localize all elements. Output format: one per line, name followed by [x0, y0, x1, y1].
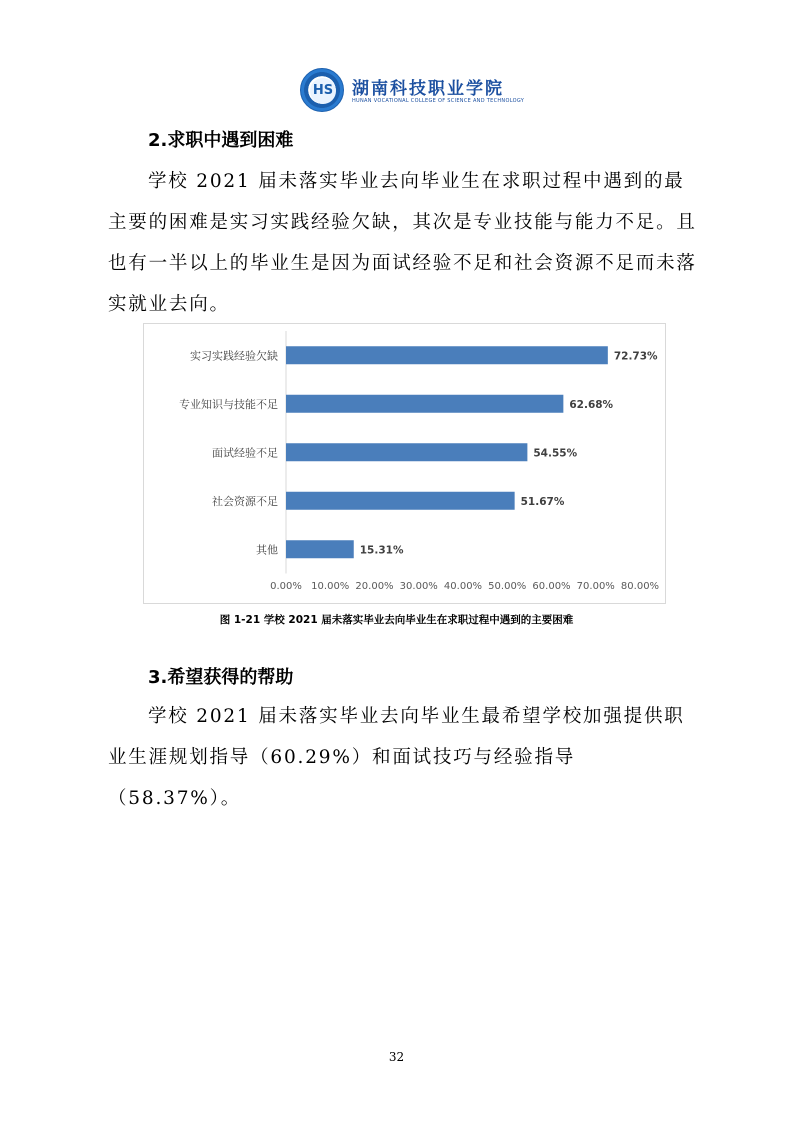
figure-caption: 图 1-21 学校 2021 届未落实毕业去向毕业生在求职过程中遇到的主要困难	[219, 614, 574, 626]
section-heading-help: 3.希望获得的帮助	[148, 667, 294, 688]
category-label: 面试经验不足	[212, 446, 278, 460]
category-label: 专业知识与技能不足	[179, 397, 278, 411]
x-tick-label: 0.00%	[270, 581, 302, 592]
data-label: 62.68%	[569, 398, 614, 411]
section-paragraph-difficulties: 学校 2021 届未落实毕业去向毕业生在求职过程中遇到的最主要的困难是实习实践经验欠缺，其次是专业技能与能力不足。且也有一半以上的毕业生是因为面试经验不足和社会资源不足而未落实就业去向。	[108, 171, 697, 315]
x-tick-label: 10.00%	[311, 581, 350, 592]
bar	[286, 540, 354, 558]
section-paragraph-help: 学校 2021 届未落实毕业去向毕业生最希望学校加强提供职业生涯规划指导（60.29%）和面试技巧与经验指导（58.37%）。	[108, 706, 685, 809]
bar	[286, 492, 515, 510]
school-name-en: HUNAN VOCATIONAL COLLEGE OF SCIENCE AND TECHNOLOGY	[352, 98, 525, 104]
bar	[286, 346, 608, 364]
logo-emblem: HS	[310, 78, 336, 104]
x-tick-label: 40.00%	[443, 581, 483, 592]
data-label: 54.55%	[533, 447, 578, 460]
data-label: 15.31%	[359, 544, 404, 557]
page-header	[300, 68, 525, 114]
category-label: 社会资源不足	[212, 494, 278, 508]
x-tick-label: 70.00%	[576, 581, 615, 592]
section-heading-difficulties: 2.求职中遇到困难	[148, 130, 294, 151]
data-label: 51.67%	[520, 495, 565, 508]
x-tick-label: 50.00%	[488, 581, 527, 592]
x-tick-label: 20.00%	[355, 581, 394, 592]
x-tick-label: 80.00%	[620, 581, 660, 592]
category-label: 其他	[256, 543, 278, 557]
category-label: 实习实践经验欠缺	[190, 349, 278, 363]
school-logo	[300, 68, 344, 112]
bar	[286, 443, 527, 461]
chart-frame	[143, 323, 666, 604]
school-name: 湖南科技职业学院	[352, 79, 504, 99]
bar	[286, 395, 563, 413]
x-tick-label: 30.00%	[399, 581, 438, 592]
difficulties-bar-chart	[144, 324, 667, 605]
page-number: 32	[388, 1050, 405, 1064]
x-tick-label: 60.00%	[532, 581, 571, 592]
data-label: 72.73%	[613, 350, 658, 363]
